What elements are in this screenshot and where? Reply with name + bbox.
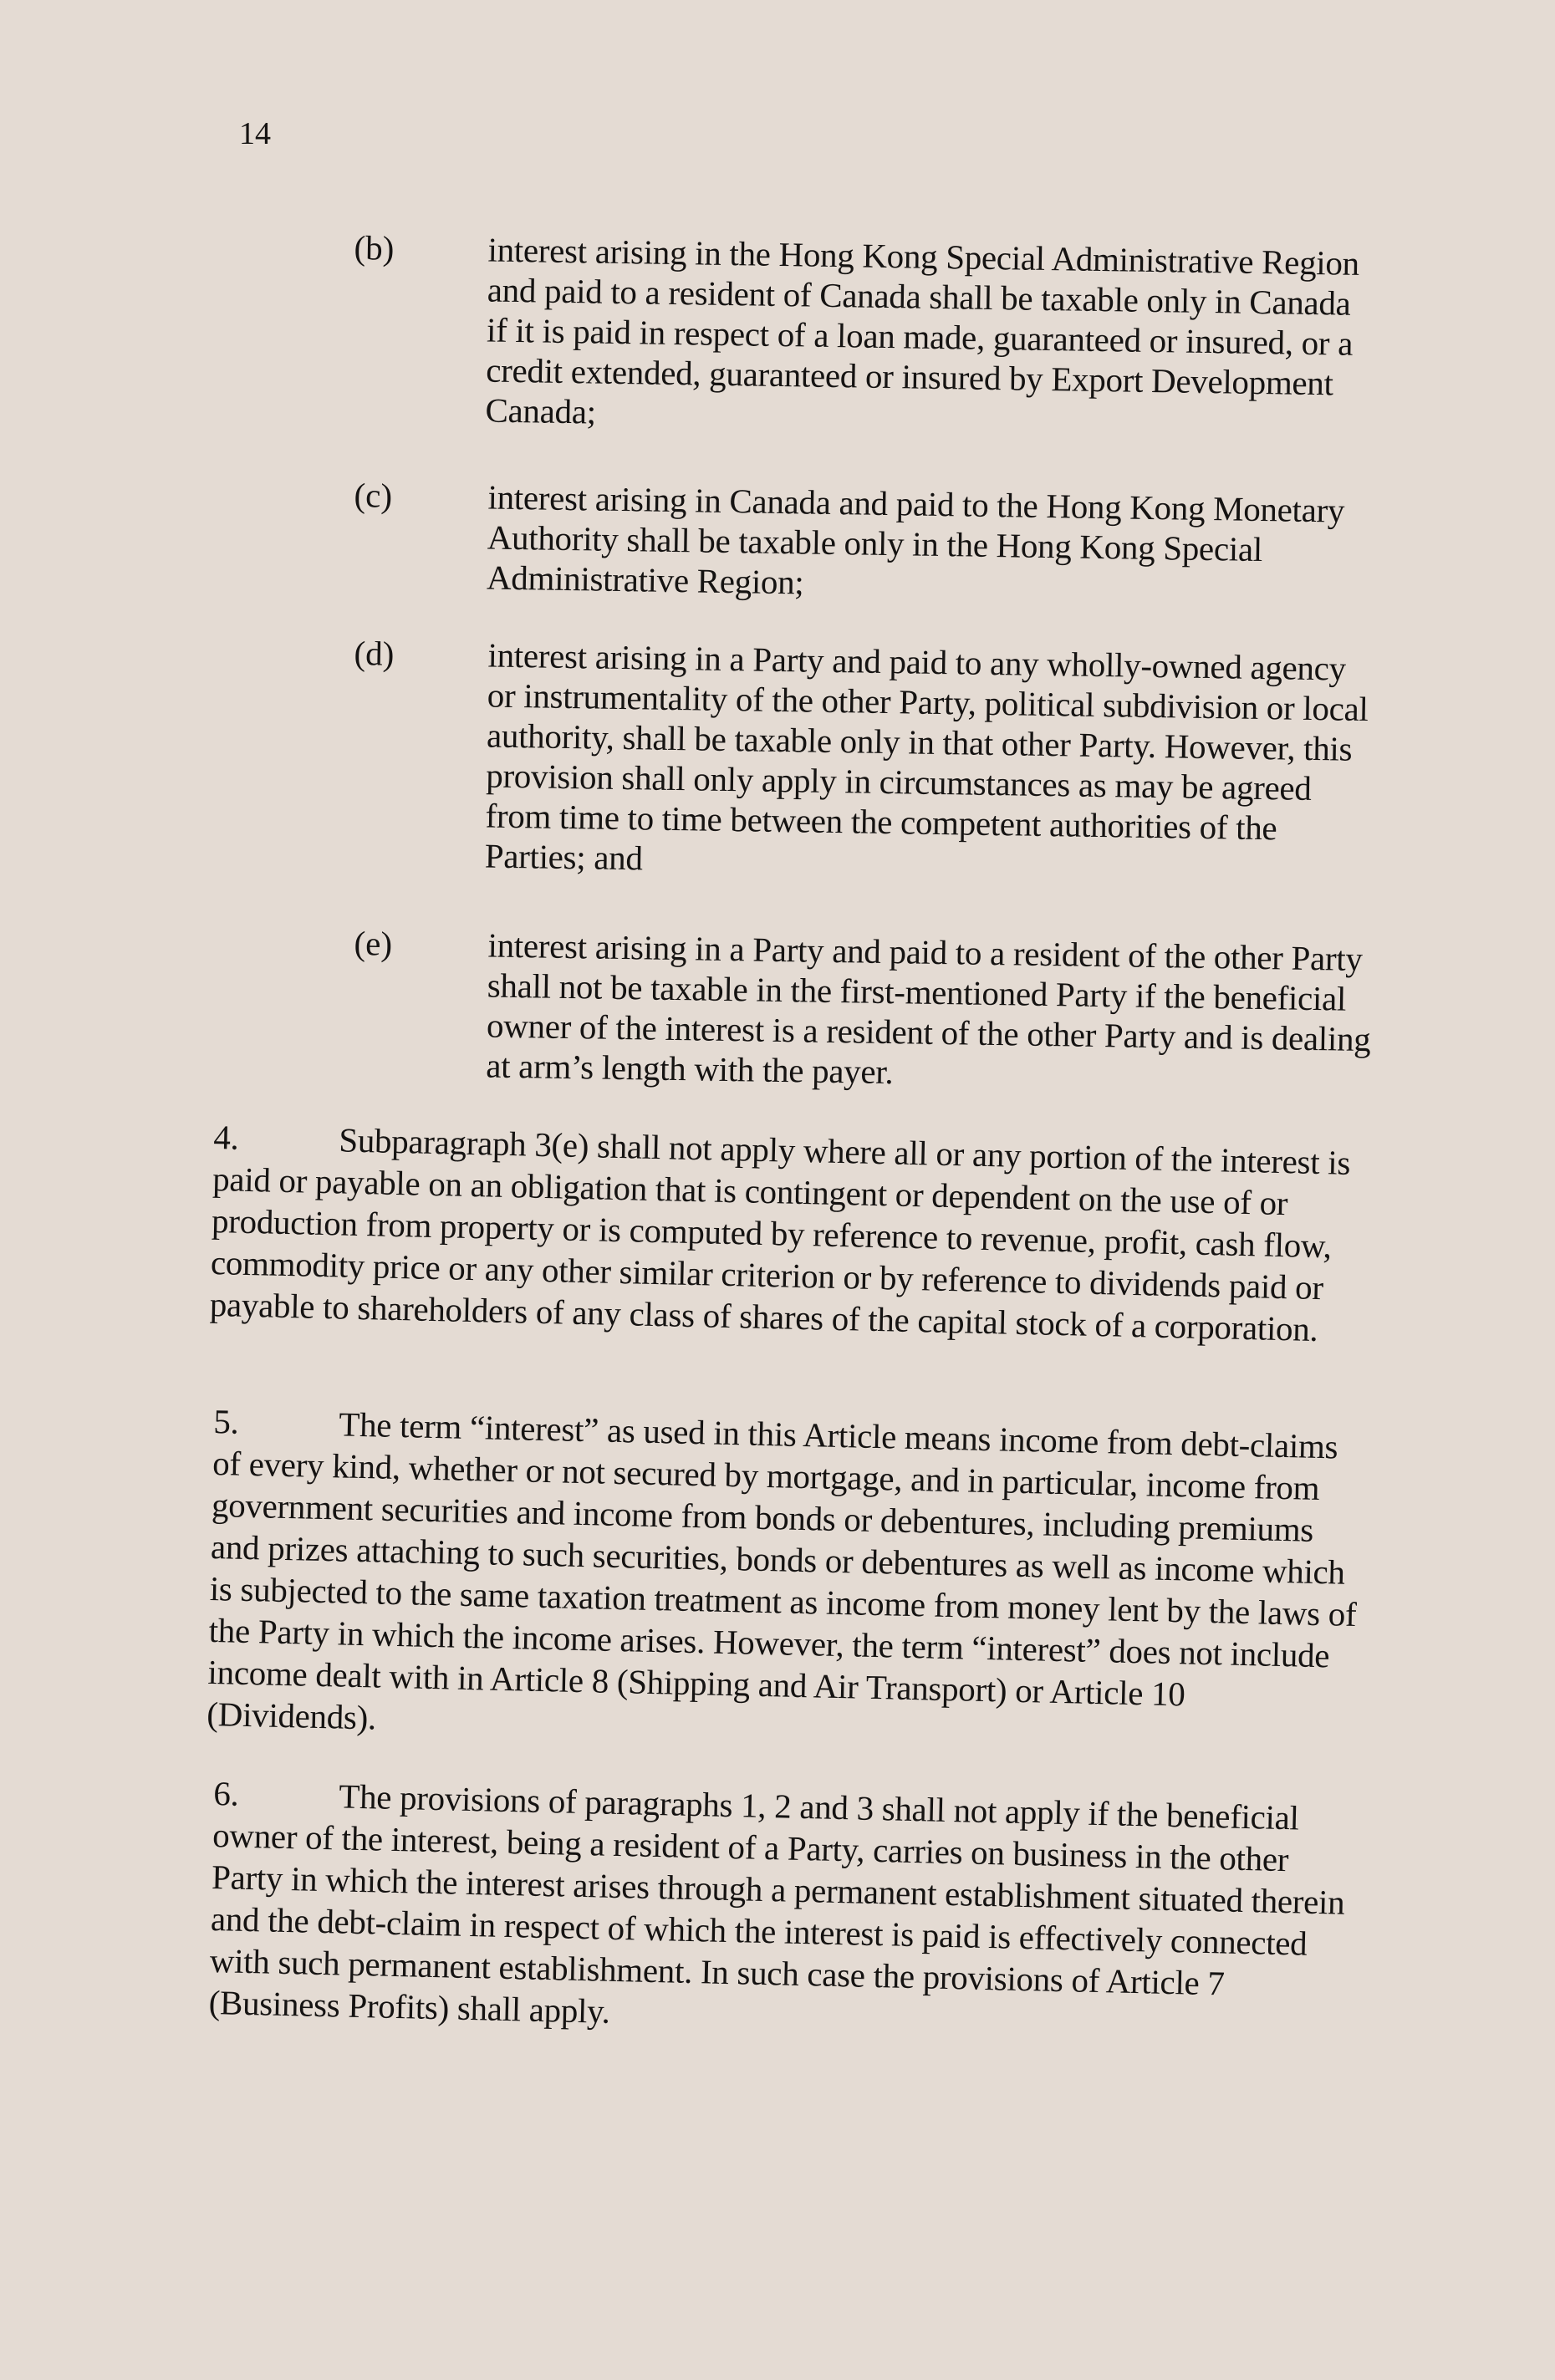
subparagraph-label: (e)	[354, 923, 393, 963]
page-number: 14	[239, 116, 271, 151]
paragraph-6	[208, 1772, 1363, 2049]
paragraph-text: The provisions of paragraphs 1, 2 and 3 shall not apply if the beneficial owner of the interest, being a resident of a Party, carries on business in the other Party in which the interest arises through a permanent establishment situated therein and the debt-claim in respect of which the interest is paid is effectively connected with such permanent establishment. In such case the provisions of Article 7 (Business Profits) shall apply.	[208, 1776, 1345, 2031]
paragraph-text: Subparagraph 3(e) shall not apply where all or any portion of the interest is paid or payable on an obligation that is contingent or dependent on the use of or production from property or is computed by reference to revenue, profit, cash flow, commodity price or any other similar criterion or by reference to dividends paid or payable to shareholders of any class of shares of the capital stock of a corporation.	[209, 1120, 1351, 1349]
paragraph-5	[206, 1400, 1364, 1761]
subparagraph-text: interest arising in the Hong Kong Special Administrative Region and paid to a resident of Canada shall be taxable only in Canada if it is paid in respect of a loan made, guaranteed or insured, or a credit extended, guaranteed or insured by Export Development Canada;	[485, 230, 1360, 431]
subparagraph-b	[354, 227, 1383, 431]
subparagraph-text: interest arising in a Party and paid to any wholly-owned agency or instrumentality of the other Party, political subdivision or local authority, shall be taxable only in that other Party. However, this provision shall only apply in circumstances as may be agreed from time to time between the competent authorities of the Parties; and	[484, 635, 1369, 878]
subparagraph-label: (d)	[354, 633, 395, 673]
paragraph-number: 5.	[212, 1401, 240, 1441]
paragraph-4	[209, 1116, 1363, 1351]
paragraph-number: 4.	[212, 1117, 240, 1157]
paragraph-number: 6.	[212, 1773, 240, 1813]
subparagraph-c	[354, 475, 1383, 602]
subparagraph-e	[354, 923, 1383, 1092]
subparagraph-text: interest arising in Canada and paid to the Hong Kong Monetary Authority shall be taxable only in the Hong Kong Special Administrative Region;	[486, 477, 1345, 602]
subparagraph-label: (b)	[354, 227, 395, 268]
paragraph-text: The term “interest” as used in this Article means income from debt-claims of every kind, whether or not secured by mortgage, and in particular, income from government securities and income from bonds or debentures, including premiums and prizes attaching to such securities, bonds or debentures as well as income which is subjected to the same taxation treatment as income from money lent by the laws of the Party in which the income arises. However, the term “interest” does not include income dealt with in Article 8 (Shipping and Air Transport) or Article 10 (Dividends).	[206, 1404, 1357, 1737]
subparagraph-text: interest arising in a Party and paid to a resident of the other Party shall not be taxable in the first-mentioned Party if the beneficial owner of the interest is a resident of the other Party and is dealing at arm’s length with the payer.	[485, 925, 1371, 1092]
subparagraph-label: (c)	[354, 475, 393, 515]
subparagraph-d	[354, 633, 1383, 878]
